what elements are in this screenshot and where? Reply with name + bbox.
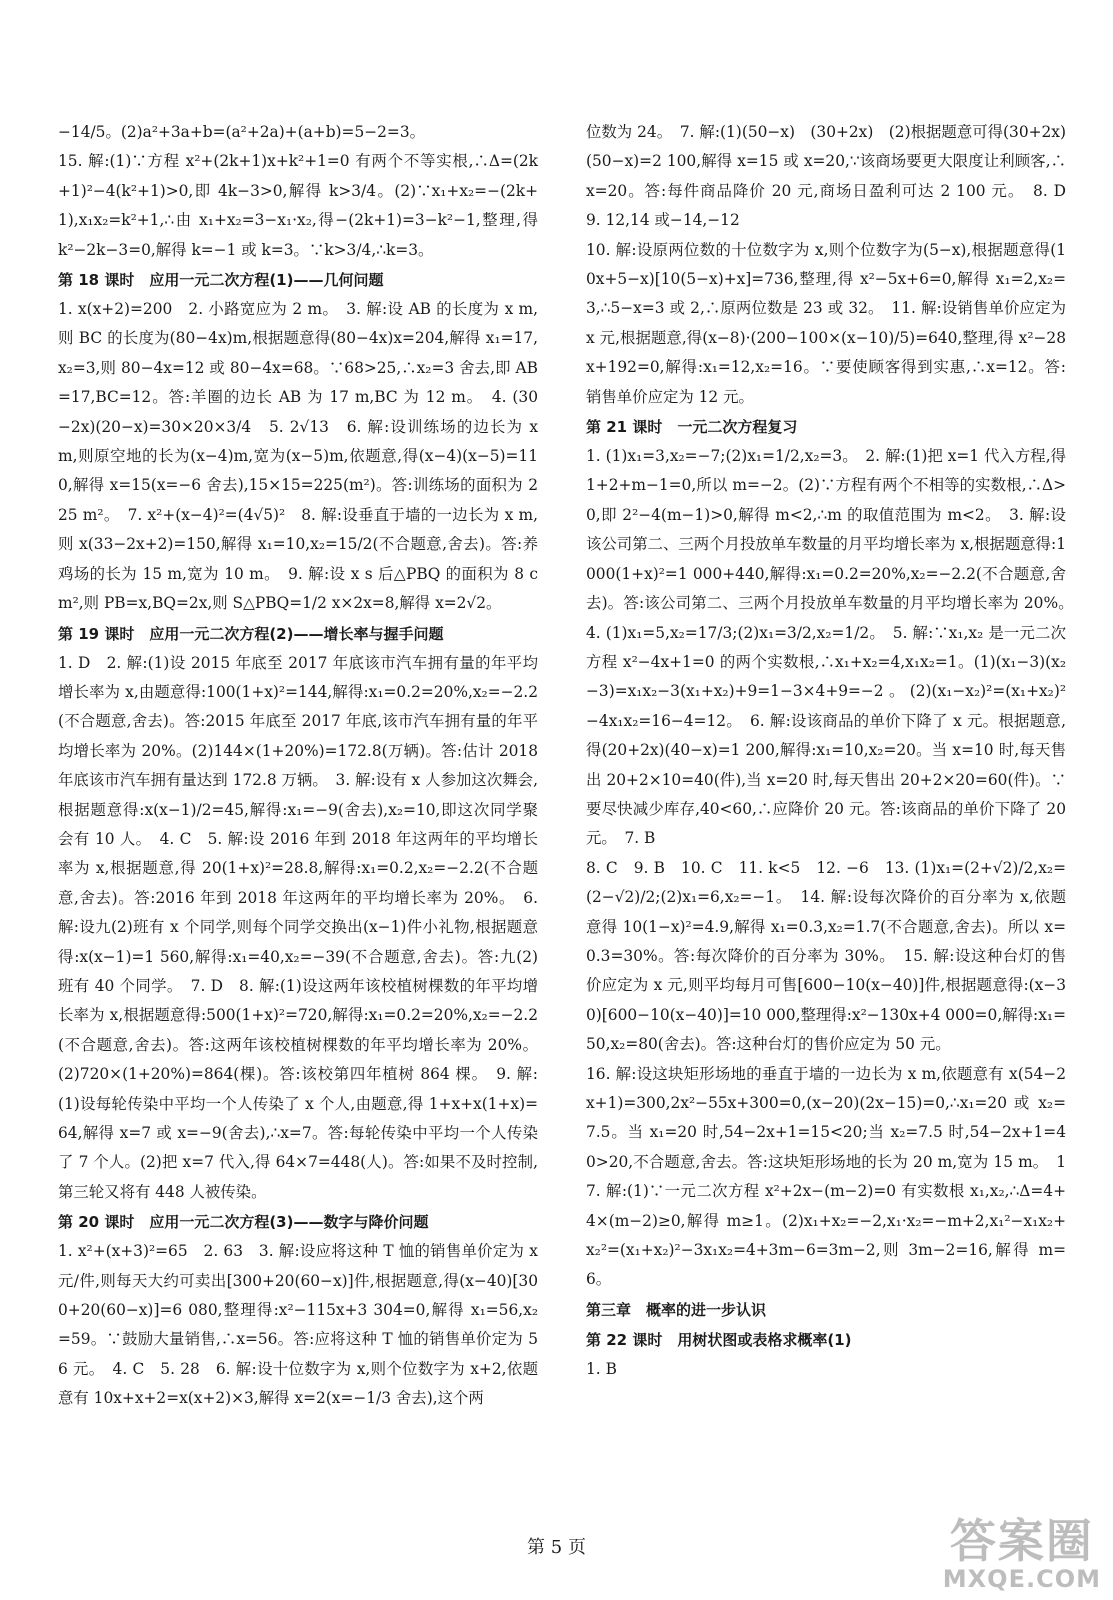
answer-paragraph: 15. 解:(1)∵方程 x²+(2k+1)x+k²+1=0 有两个不等实根,∴Δ=(2k+1)²−4(k²+1)>0,即 4k−3>0,解得 k>3/4。(2)∵x₁+x₂=−(2k+1),x₁x₂=k²+1,∴由 x₁+x₂=3−x₁·x₂,得−(2k+1)=3−k²−1,整理,得 k²−2k−3=0,解得 k=−1 或 k=3。∵k>3/4,∴k=3。 — [58, 152, 538, 259]
section-heading: 第 18 课时 应用一元二次方程(1)——几何问题 — [58, 271, 384, 290]
section-heading: 第 19 课时 应用一元二次方程(2)——增长率与握手问题 — [58, 624, 444, 643]
answer-paragraph: 位数为 24。 7. 解:(1)(50−x) (30+2x) (2)根据题意可得(30+2x)(50−x)=2 100,解得 x=15 或 x=20,∵该商场要更大限度让利顾客,∴x=20。答:每件商品降价 20 元,商场日盈利可达 2 100 元。 8. D 9. 12,14 或−14,−12 — [586, 123, 1082, 230]
left-column — [58, 118, 538, 1414]
section-heading: 第 22 课时 用树状图或表格求概率(1) — [586, 1330, 852, 1349]
right-column — [586, 118, 1082, 1384]
watermark-logo-text: 答案圈 — [949, 1514, 1094, 1568]
page-number: 第 5 页 — [527, 1537, 586, 1558]
answer-paragraph: 1. D 2. 解:(1)设 2015 年底至 2017 年底该市汽车拥有量的年平均增长率为 x,由题意得:100(1+x)²=144,解得:x₁=0.2=20%,x₂=−2.2(不合题意,舍去)。答:2015 年底至 2017 年底,该市汽车拥有量的年平均增长率为 20%。(2)144×(1+20%)=172.8(万辆)。答:估计 2018 年底该市汽车拥有量达到 172.8 万辆。 3. 解:设有 x 人参加这次舞会,根据题意得:x(x−1)/2=45,解得:x₁=−9(舍去),x₂=10,即这次同学聚会有 10 人。 4. C 5. 解:设 2016 年到 2018 年这两年的平均增长率为 x,根据题意,得 20(1+x)²=28.8,解得:x₁=0.2,x₂=−2.2(不合题意,舍去)。答:2016 年到 2018 年这两年的平均增长率为 20%。 6. 解:设九(2)班有 x 个同学,则每个同学交换出(x−1)件小礼物,根据题意得:x(x−1)=1 560,解得:x₁=40,x₂=−39(不合题意,舍去)。答:九(2)班有 40 个同学。 7. D 8. 解:(1)设这两年该校植树棵数的年平均增长率为 x,根据题意得:500(1+x)²=720,解得:x₁=0.2=20%,x₂=−2.2(不合题意,舍去)。答:这两年该校植树棵数的年平均增长率为 20%。(2)720×(1+20%)=864(棵)。答:该校第四年植树 864 棵。 9. 解:(1)设每轮传染中平均一个人传染了 x 个人,由题意,得 1+x+x(1+x)=64,解得 x=7 或 x=−9(舍去),∴x=7。答:每轮传染中平均一个人传染了 7 个人。(2)把 x=7 代入,得 64×7=448(人)。答:如果不及时控制,第三轮又将有 448 人被传染。 — [58, 653, 538, 1201]
answer-paragraph: 1. x²+(x+3)²=65 2. 63 3. 解:设应将这种 T 恤的销售单价定为 x 元/件,则每天大约可卖出[300+20(60−x)]件,根据题意,得(x−40)[300+20(60−x)]=6 080,整理得:x²−115x+3 304=0,解得 x₁=56,x₂=59。∵鼓励大量销售,∴x=56。答:应将这种 T 恤的销售单价定为 56 元。 4. C 5. 28 6. 解:设十位数字为 x,则个位数字为 x+2,依题意有 10x+x+2=x(x+2)×3,解得 x=2(x=−1/3 舍去),这个两 — [58, 1242, 538, 1408]
section-heading: 第三章 概率的进一步认识 — [586, 1300, 767, 1319]
section-heading: 第 21 课时 一元二次方程复习 — [586, 418, 798, 437]
section-heading: 第 20 课时 应用一元二次方程(3)——数字与降价问题 — [58, 1213, 429, 1232]
watermark-url: MXQE.COM — [942, 1565, 1101, 1593]
answer-paragraph: 1. x(x+2)=200 2. 小路宽应为 2 m。 3. 解:设 AB 的长度为 x m,则 BC 的长度为(80−4x)m,根据题意得(80−4x)x=204,解得 x₁=17,x₂=3,则 80−4x=12 或 80−4x=68。∵68>25,∴x₂=3 舍去,即 AB=17,BC=12。答:羊圈的边长 AB 为 17 m,BC 为 12 m。 4. (30−2x)(20−x)=30×20×3/4 5. 2√13 6. 解:设训练场的边长为 x m,则原空地的长为(x−4)m,宽为(x−5)m,依题意,得(x−4)(x−5)=110,解得 x=15(x=−6 舍去),15×15=225(m²)。答:训练场的面积为 225 m²。 7. x²+(x−4)²=(4√5)² 8. 解:设垂直于墙的一边长为 x m,则 x(33−2x+2)=150,解得 x₁=10,x₂=15/2(不合题意,舍去)。答:养鸡场的长为 15 m,宽为 10 m。 9. 解:设 x s 后△PBQ 的面积为 8 cm²,则 PB=x,BQ=2x,则 S△PBQ=1/2 x×2x=8,解得 x=2√2。 — [58, 300, 538, 613]
answer-paragraph: 1. (1)x₁=3,x₂=−7;(2)x₁=1/2,x₂=3。 2. 解:(1)把 x=1 代入方程,得 1+2+m−1=0,所以 m=−2。(2)∵方程有两个不相等的实数根,∴Δ>0,即 2²−4(m−1)>0,解得 m<2,∴m 的取值范围为 m<2。 3. 解:设该公司第二、三两个月投放单车数量的月平均增长率为 x,根据题意得:1 000(1+x)²=1 000+440,解得:x₁=0.2=20%,x₂=−2.2(不合题意,舍去)。答:该公司第二、三两个月投放单车数量的月平均增长率为 20%。 4. (1)x₁=5,x₂=17/3;(2)x₁=3/2,x₂=1/2。 5. 解:∵x₁,x₂ 是一元二次方程 x²−4x+1=0 的两个实数根,∴x₁+x₂=4,x₁x₂=1。(1)(x₁−3)(x₂−3)=x₁x₂−3(x₁+x₂)+9=1−3×4+9=−2。(2)(x₁−x₂)²=(x₁+x₂)²−4x₁x₂=16−4=12。 6. 解:设该商品的单价下降了 x 元。根据题意,得(20+2x)(40−x)=1 200,解得:x₁=10,x₂=20。当 x=10 时,每天售出 20+2×10=40(件),当 x=20 时,每天售出 20+2×20=60(件)。∵要尽快减少库存,40<60,∴应降价 20 元。答:该商品的单价下降了 20 元。 7. B — [586, 447, 1082, 848]
answer-paragraph: 10. 解:设原两位数的十位数字为 x,则个位数字为(5−x),根据题意得(10x+5−x)[10(5−x)+x]=736,整理,得 x²−5x+6=0,解得 x₁=2,x₂=3,∴5−x=3 或 2,∴原两位数是 23 或 32。 11. 解:设销售单价应定为 x 元,根据题意,得(x−8)·(200−100×(x−10)/5)=640,整理,得 x²−28x+192=0,解得:x₁=12,x₂=16。∵要使顾客得到实惠,∴x=12。答:销售单价应定为 12 元。 — [586, 240, 1066, 406]
answer-paragraph: 1. B — [586, 1359, 617, 1378]
answer-paragraph: 8. C 9. B 10. C 11. k<5 12. −6 13. (1)x₁=(2+√2)/2,x₂=(2−√2)/2;(2)x₁=6,x₂=−1。 14. 解:设每次降价的百分率为 x,依题意得 10(1−x)²=4.9,解得 x₁=0.3,x₂=1.7(不合题意,舍去)。所以 x=0.3=30%。答:每次降价的百分率为 30%。 15. 解:设这种台灯的售价应定为 x 元,则平均每月可售[600−10(x−40)]件,根据题意得:(x−30)[600−10(x−40)]=10 000,整理得:x²−130x+4 000=0,解得:x₁=50,x₂=80(舍去)。答:这种台灯的售价应定为 50 元。 — [586, 858, 1066, 1054]
answer-paragraph: −14/5。(2)a²+3a+b=(a²+2a)+(a+b)=5−2=3。 — [58, 123, 426, 141]
watermark-logo — [943, 1516, 1101, 1592]
answer-paragraph: 16. 解:设这块矩形场地的垂直于墙的一边长为 x m,依题意有 x(54−2x+1)=300,2x²−55x+300=0,(x−20)(2x−15)=0,∴x₁=20 或 x₂=7.5。当 x₁=20 时,54−2x+1=15<20;当 x₂=7.5 时,54−2x+1=40>20,不合题意,舍去。答:这块矩形场地的长为 20 m,宽为 15 m。 17. 解:(1)∵一元二次方程 x²+2x−(m−2)=0 有实数根 x₁,x₂,∴Δ=4+4×(m−2)≥0,解得 m≥1。(2)x₁+x₂=−2,x₁·x₂=−m+2,x₁²−x₁x₂+x₂²=(x₁+x₂)²−3x₁x₂=4+3m−6=3m−2,则 3m−2=16,解得 m=6。 — [586, 1064, 1066, 1289]
